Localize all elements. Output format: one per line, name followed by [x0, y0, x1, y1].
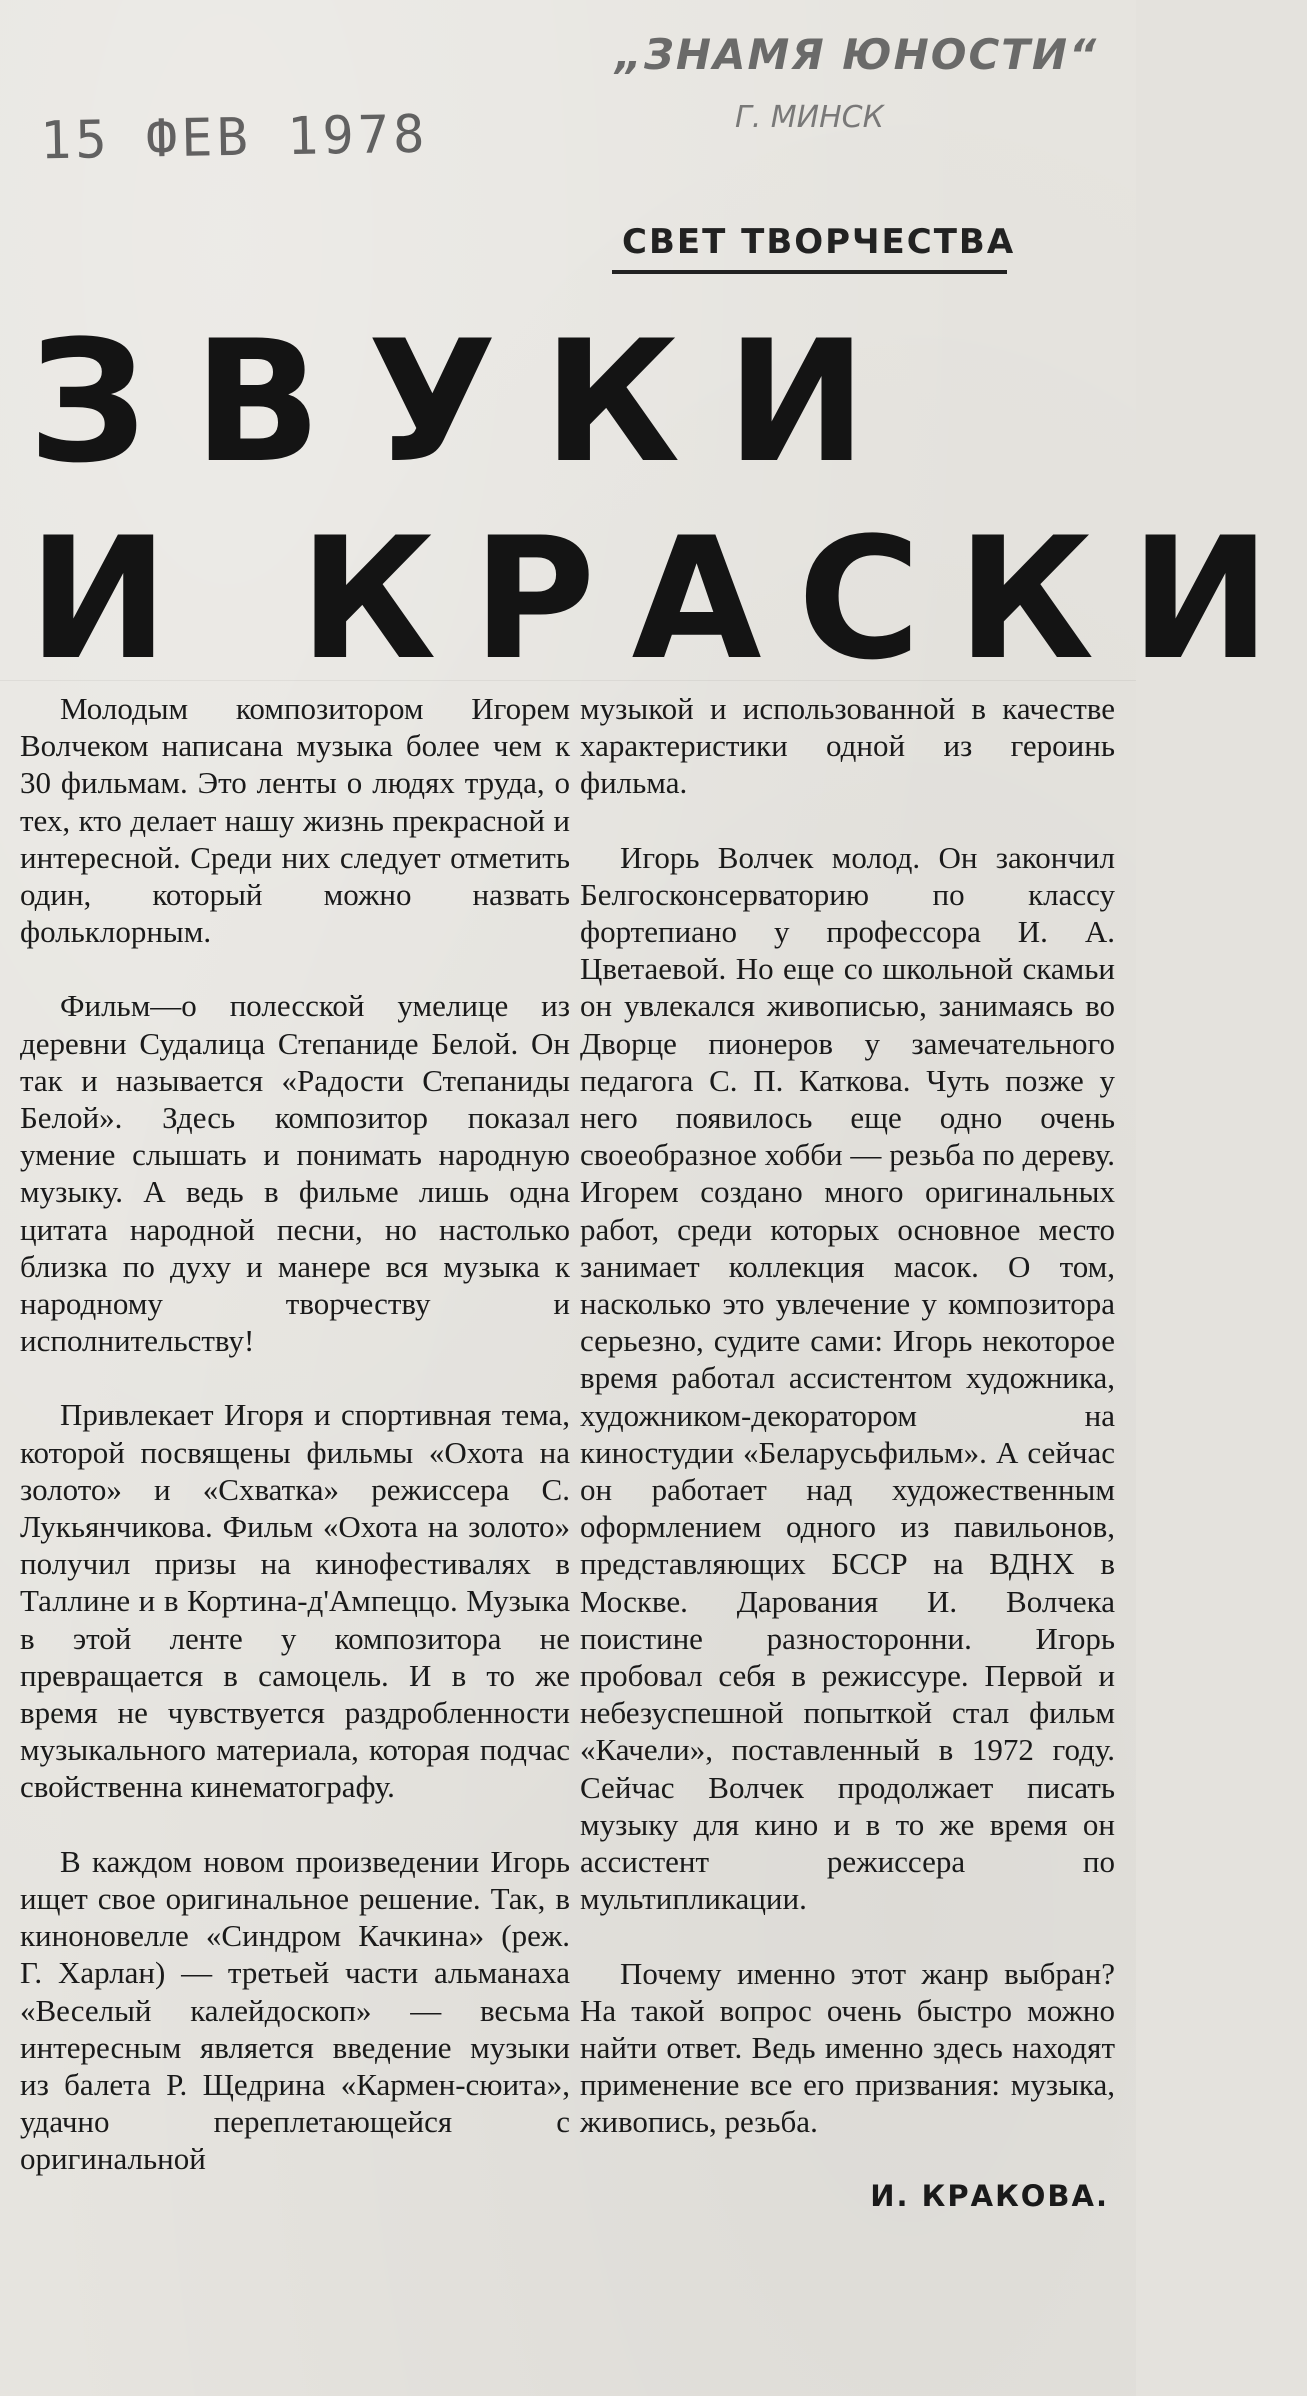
article-paragraph: Игорь Волчек молод. Он закончил Белгосконсерваторию по классу фортепиано у профессора И. А. Цветаевой. Но еще со школьной скамьи он увлекался живописью, занимаясь во Дворце пионеров у замечательного педагога С. П. Каткова. Чуть позже у него появилось еще одно очень своеобразное хобби — резьба по дереву. Игорем создано много оригинальных работ, среди которых основное место занимает коллекция масок. О том, насколько это увлечение у композитора серьезно, судите сами: Игорь некоторое время работал ассистентом художника, художником-декоратором на киностудии «Беларусьфильм». А сейчас он работает над художественным оформлением одного из павильонов, представляющих БССР на ВДНХ в Москве. Дарования И. Волчека поистине разносторонни. Игорь пробовал себя в режиссуре. Первой и небезуспешной попыткой стал фильм «Качели», поставленный в 1972 году. Сейчас Волчек продолжает писать музыку для кино и в то же время он ассистент режиссера по мультипликации.	[580, 839, 1115, 1917]
article-paragraph: музыкой и использованной в качестве характеристики одной из героинь фильма.	[580, 691, 1115, 801]
headline-line-1: ЗВУКИ	[28, 304, 913, 500]
article-paragraph: Молодым композитором Игорем Волчеком написана музыка более чем к 30 фильмам. Это ленты о людях труда, о тех, кто делает нашу жизнь прекрасной и интересной. Среди них следует отметить один, который можно назвать фольклорным.	[20, 691, 570, 950]
newspaper-name-stamp: „ЗНАМЯ ЮНОСТИ“	[615, 30, 1099, 79]
article-column-right	[580, 690, 1115, 2215]
author-signature: И. КРАКОВА.	[870, 2178, 1109, 2213]
article-paragraph: В каждом новом произведении Игорь ищет свое оригинальное решение. Так, в киноновелле «Синдром Качкина» (реж. Г. Харлан) — третьей части альманаха «Веселый калейдоскоп» — весьма интересным является введение музыки из балета Р. Щедрина «Кармен-сюита», удачно переплетающейся с оригинальной	[20, 1843, 570, 2177]
article-column-left	[20, 690, 570, 2215]
fold-line	[0, 680, 1136, 681]
city-stamp: Г. МИНСК	[735, 100, 884, 135]
rubric-title: СВЕТ ТВОРЧЕСТВА	[622, 222, 1016, 262]
article-paragraph: Почему именно этот жанр выбран? На такой вопрос очень быстро можно найти ответ. Ведь именно здесь находят применение все его призвания: музыка, живопись, резьба.	[580, 1955, 1115, 2140]
headline-line-2: И КРАСКИ	[28, 501, 1307, 697]
date-stamp: 15 ФЕВ 1978	[39, 104, 429, 172]
article-paragraph: Фильм—о полесской умелице из деревни Судалица Степаниде Белой. Он так и называется «Радости Степаниды Белой». Здесь композитор показал умение слышать и понимать народную музыку. А ведь в фильме лишь одна цитата народной песни, но настолько близка по духу и манере вся музыка к народному творчеству и исполнительству!	[20, 988, 570, 1359]
article-paragraph: Привлекает Игоря и спортивная тема, которой посвящены фильмы «Охота на золото» и «Схватка» режиссера С. Лукьянчикова. Фильм «Охота на золото» получил призы на кинофестивалях в Таллине и в Кортина-д'Ампеццо. Музыка в этой ленте у композитора не превращается в самоцель. И в то же время не чувствуется раздробленности музыкального материала, которая подчас свойственна кинематографу.	[20, 1397, 570, 1805]
rubric-underline	[612, 270, 1007, 274]
